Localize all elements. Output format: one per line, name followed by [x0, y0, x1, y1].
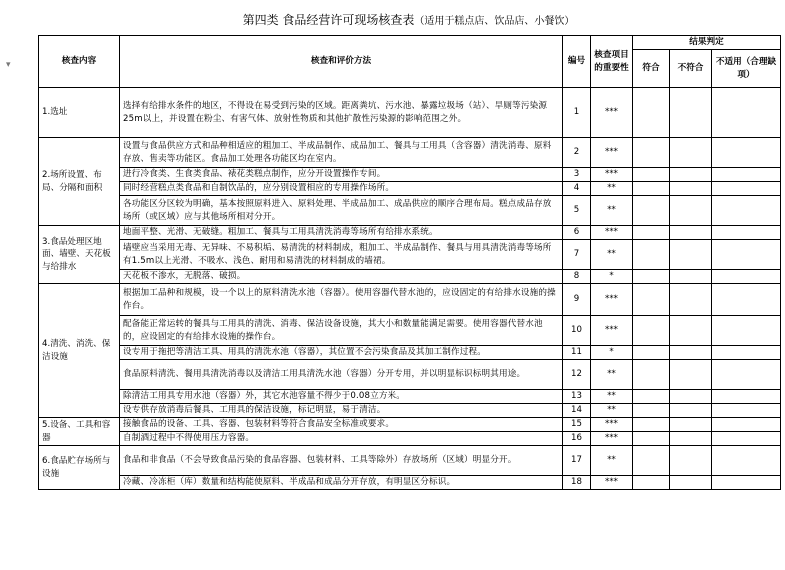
method-cell: 各功能区分区较为明确，基本按照原料进入、原料处理、半成品加工、成品供应的顺序合理布局。糕点成品存放场所（或区域）应与其他场所相对分开。	[120, 196, 563, 226]
pass-cell[interactable]	[633, 270, 670, 284]
category-cell: 4.清洗、消洗、保洁设施	[39, 284, 120, 418]
table-row	[39, 446, 781, 476]
importance-cell: ***	[591, 284, 633, 316]
num-cell: 11	[563, 346, 591, 360]
header-pass: 符合	[633, 50, 670, 88]
importance-cell: **	[591, 360, 633, 390]
fail-cell[interactable]	[670, 226, 712, 240]
method-cell: 冷藏、冷冻柜（库）数量和结构能使原料、半成品和成品分开存放，有明显区分标识。	[120, 476, 563, 490]
method-cell: 设专供存放消毒后餐具、工用具的保洁设施，标记明显，易于清洁。	[120, 404, 563, 418]
pass-cell[interactable]	[633, 196, 670, 226]
na-cell[interactable]	[712, 390, 781, 404]
table-row	[39, 284, 781, 316]
pass-cell[interactable]	[633, 168, 670, 182]
importance-cell: *	[591, 346, 633, 360]
table-row	[39, 360, 781, 390]
table-row	[39, 346, 781, 360]
fail-cell[interactable]	[670, 284, 712, 316]
header-importance: 核查项目的重要性	[591, 36, 633, 88]
fail-cell[interactable]	[670, 404, 712, 418]
pass-cell[interactable]	[633, 360, 670, 390]
inspection-table	[38, 35, 781, 490]
num-cell: 14	[563, 404, 591, 418]
table-row	[39, 390, 781, 404]
pass-cell[interactable]	[633, 284, 670, 316]
method-cell: 地面平整、光滑、无破缝。粗加工、餐具与工用具清洗消毒等场所有给排水系统。	[120, 226, 563, 240]
na-cell[interactable]	[712, 270, 781, 284]
fail-cell[interactable]	[670, 432, 712, 446]
num-cell: 5	[563, 196, 591, 226]
side-collapse-icon: ▾	[6, 60, 11, 70]
pass-cell[interactable]	[633, 138, 670, 168]
importance-cell: ***	[591, 226, 633, 240]
na-cell[interactable]	[712, 240, 781, 270]
table-row	[39, 476, 781, 490]
num-cell: 1	[563, 88, 591, 138]
pass-cell[interactable]	[633, 226, 670, 240]
num-cell: 6	[563, 226, 591, 240]
fail-cell[interactable]	[670, 138, 712, 168]
num-cell: 13	[563, 390, 591, 404]
pass-cell[interactable]	[633, 418, 670, 432]
category-cell: 2.场所设置、布局、分隔和面积	[39, 138, 120, 226]
na-cell[interactable]	[712, 432, 781, 446]
na-cell[interactable]	[712, 418, 781, 432]
pass-cell[interactable]	[633, 432, 670, 446]
na-cell[interactable]	[712, 404, 781, 418]
category-cell: 6.食品贮存场所与设施	[39, 446, 120, 490]
na-cell[interactable]	[712, 476, 781, 490]
fail-cell[interactable]	[670, 196, 712, 226]
fail-cell[interactable]	[670, 168, 712, 182]
num-cell: 7	[563, 240, 591, 270]
method-cell: 除清洁工用具专用水池（容器）外，其它水池容量不得少于0.08立方米。	[120, 390, 563, 404]
fail-cell[interactable]	[670, 270, 712, 284]
importance-cell: **	[591, 240, 633, 270]
fail-cell[interactable]	[670, 346, 712, 360]
num-cell: 4	[563, 182, 591, 196]
num-cell: 18	[563, 476, 591, 490]
na-cell[interactable]	[712, 316, 781, 346]
method-cell: 配备能正常运转的餐具与工用具的清洗、消毒、保洁设备设施，其大小和数量能满足需要。使用容器代替水池的，应设固定的有给排水设施的操作台。	[120, 316, 563, 346]
header-na: 不适用（合理缺项）	[712, 50, 781, 88]
importance-cell: ***	[591, 418, 633, 432]
num-cell: 8	[563, 270, 591, 284]
num-cell: 10	[563, 316, 591, 346]
fail-cell[interactable]	[670, 418, 712, 432]
header-method: 核查和评价方法	[120, 36, 563, 88]
title-subtitle: （适用于糕点店、饮品店、小餐饮）	[414, 16, 575, 27]
table-row	[39, 240, 781, 270]
method-cell: 选择有给排水条件的地区，不得设在易受到污染的区域。距离粪坑、污水池、暴露垃圾场（站）、旱厕等污染源25m以上，并设置在粉尘、有害气体、放射性物质和其他扩散性污染源的影响范围之外。	[120, 88, 563, 138]
na-cell[interactable]	[712, 196, 781, 226]
table-row	[39, 88, 781, 138]
na-cell[interactable]	[712, 226, 781, 240]
category-cell: 3.食品处理区地面、墙壁、天花板与给排水	[39, 226, 120, 284]
fail-cell[interactable]	[670, 390, 712, 404]
importance-cell: **	[591, 404, 633, 418]
fail-cell[interactable]	[670, 88, 712, 138]
method-cell: 接触食品的设备、工具、容器、包装材料等符合食品安全标准或要求。	[120, 418, 563, 432]
num-cell: 3	[563, 168, 591, 182]
na-cell[interactable]	[712, 168, 781, 182]
importance-cell: **	[591, 196, 633, 226]
table-row	[39, 418, 781, 432]
importance-cell: *	[591, 270, 633, 284]
fail-cell[interactable]	[670, 240, 712, 270]
table-row	[39, 196, 781, 226]
pass-cell[interactable]	[633, 404, 670, 418]
category-cell: 5.设备、工具和容器	[39, 418, 120, 446]
header-row	[39, 36, 781, 50]
num-cell: 16	[563, 432, 591, 446]
table-row	[39, 182, 781, 196]
table-row	[39, 138, 781, 168]
header-num: 编号	[563, 36, 591, 88]
num-cell: 17	[563, 446, 591, 476]
importance-cell: ***	[591, 432, 633, 446]
table-row	[39, 316, 781, 346]
category-cell: 1.选址	[39, 88, 120, 138]
fail-cell[interactable]	[670, 182, 712, 196]
pass-cell[interactable]	[633, 476, 670, 490]
pass-cell[interactable]	[633, 390, 670, 404]
na-cell[interactable]	[712, 182, 781, 196]
importance-cell: ***	[591, 88, 633, 138]
pass-cell[interactable]	[633, 446, 670, 476]
na-cell[interactable]	[712, 88, 781, 138]
na-cell[interactable]	[712, 346, 781, 360]
table-row	[39, 404, 781, 418]
pass-cell[interactable]	[633, 316, 670, 346]
method-cell: 设置与食品供应方式和品种相适应的粗加工、半成品制作、成品加工、餐具与工用具（含容器）清洗消毒、原料存放、售卖等功能区。食品加工处理各功能区均在室内。	[120, 138, 563, 168]
num-cell: 9	[563, 284, 591, 316]
na-cell[interactable]	[712, 360, 781, 390]
importance-cell: ***	[591, 316, 633, 346]
method-cell: 食品和非食品（不会导致食品污染的食品容器、包装材料、工具等除外）存放场所（区域）明显分开。	[120, 446, 563, 476]
pass-cell[interactable]	[633, 182, 670, 196]
table-row	[39, 168, 781, 182]
fail-cell[interactable]	[670, 360, 712, 390]
method-cell: 墙壁应当采用无毒、无异味、不易积垢、易清洗的材料制成，粗加工、半成品制作、餐具与用具清洗消毒等场所有1.5m以上光滑、不吸水、浅色、耐用和易清洗的材料制成的墙裙。	[120, 240, 563, 270]
na-cell[interactable]	[712, 284, 781, 316]
method-cell: 进行冷食类、生食类食品、裱花类糕点制作，应分开设置操作专间。	[120, 168, 563, 182]
importance-cell: **	[591, 182, 633, 196]
importance-cell: **	[591, 446, 633, 476]
num-cell: 2	[563, 138, 591, 168]
method-cell: 同时经营糕点类食品和自制饮品的，应分别设置相应的专用操作场所。	[120, 182, 563, 196]
page-title	[38, 12, 779, 30]
num-cell: 15	[563, 418, 591, 432]
fail-cell[interactable]	[670, 476, 712, 490]
header-result-group: 结果判定	[633, 36, 781, 50]
method-cell: 设专用于拖把等清洁工具、用具的清洗水池（容器），其位置不会污染食品及其加工制作过程。	[120, 346, 563, 360]
na-cell[interactable]	[712, 446, 781, 476]
title-main: 第四类 食品经营许可现场核查表	[242, 13, 415, 27]
method-cell: 根据加工品种和规模，设一个以上的原料清洗水池（容器）。使用容器代替水池的，应设固定的有给排水设施的操作台。	[120, 284, 563, 316]
importance-cell: ***	[591, 138, 633, 168]
table-row	[39, 270, 781, 284]
fail-cell[interactable]	[670, 316, 712, 346]
fail-cell[interactable]	[670, 446, 712, 476]
table-row	[39, 432, 781, 446]
importance-cell: **	[591, 390, 633, 404]
header-content: 核查内容	[39, 36, 120, 88]
method-cell: 食品原料清洗、餐用具清洗消毒以及清洁工用具清洗水池（容器）分开专用，并以明显标识标明其用途。	[120, 360, 563, 390]
header-fail: 不符合	[670, 50, 712, 88]
na-cell[interactable]	[712, 138, 781, 168]
method-cell: 天花板不渗水，无脱落、破损。	[120, 270, 563, 284]
table-row	[39, 226, 781, 240]
importance-cell: ***	[591, 168, 633, 182]
method-cell: 自制酒过程中不得使用压力容器。	[120, 432, 563, 446]
pass-cell[interactable]	[633, 240, 670, 270]
importance-cell: ***	[591, 476, 633, 490]
pass-cell[interactable]	[633, 346, 670, 360]
num-cell: 12	[563, 360, 591, 390]
pass-cell[interactable]	[633, 88, 670, 138]
